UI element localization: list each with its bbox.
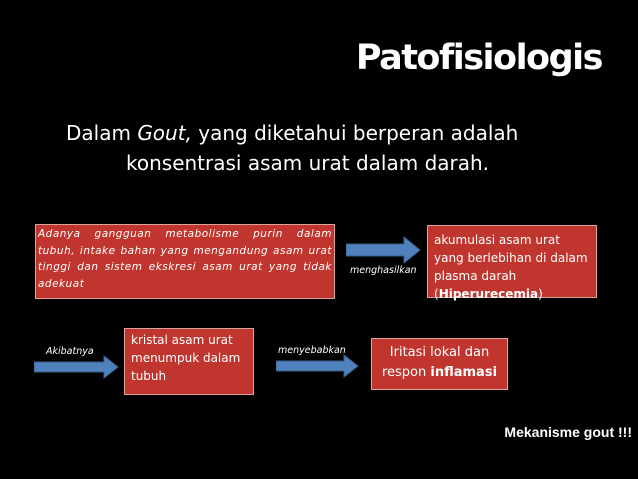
hyperuricemia-box <box>427 225 597 301</box>
slide-subtitle <box>66 118 606 178</box>
hyperuricemia-text: akumulasi asam urat yang berlebihan di dalam plasma darah ( <box>434 233 588 301</box>
connector-menyebabkan: menyebabkan <box>278 345 346 356</box>
hyperuricemia-bold: Hiperurecemia <box>438 287 539 301</box>
inflammation-bold: inflamasi <box>430 365 498 380</box>
subtitle-line-2: konsentrasi asam urat dalam darah. <box>126 151 490 175</box>
connector-menghasilkan: menghasilkan <box>350 265 417 276</box>
cause-box <box>35 224 335 299</box>
arrow-1 <box>346 236 422 264</box>
cause-text: Adanya gangguan metabolisme purin dalam tubuh, intake bahan yang mengandung asam urat tinggi dan sistem ekskresi asam urat yang tidak adekuat <box>38 228 332 290</box>
footer-tag: Mekanisme gout !!! <box>504 424 632 440</box>
arrow-2 <box>276 354 360 378</box>
slide-title: Patofisiologis <box>355 38 602 78</box>
connector-akibatnya: Akibatnya <box>46 346 94 357</box>
inflammation-box <box>371 338 508 390</box>
crystal-text: kristal asam urat menumpuk dalam tubuh <box>131 333 241 383</box>
inflammation-text: Iritasi lokal dan respon <box>381 345 490 380</box>
subtitle-text-2: yang diketahui berperan adalah <box>191 121 519 145</box>
hyperuricemia-end: ) <box>538 287 543 301</box>
subtitle-gout: Gout, <box>137 121 192 145</box>
arrow-0 <box>34 355 120 379</box>
crystal-box <box>124 328 254 395</box>
subtitle-text-1: Dalam <box>66 121 138 145</box>
